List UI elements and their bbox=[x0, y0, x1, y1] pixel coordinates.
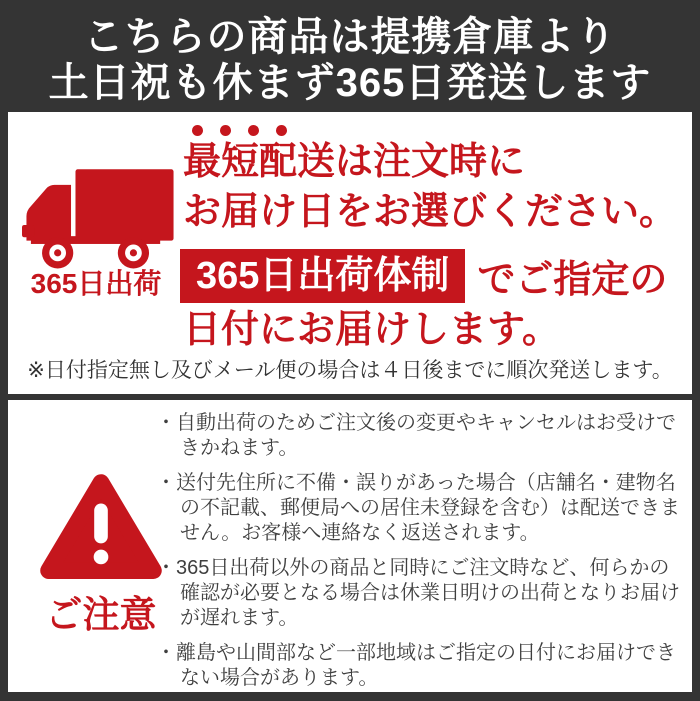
caution-bullet bbox=[156, 471, 688, 546]
shipping-badge: 365日出荷体制 bbox=[180, 249, 465, 303]
caution-bullet bbox=[156, 641, 688, 691]
emphasis-dots bbox=[192, 125, 287, 136]
emphasis-dot bbox=[220, 125, 231, 136]
warning-triangle-icon bbox=[38, 470, 164, 582]
headline-line4: 日付にお届けします。 bbox=[183, 309, 560, 351]
bullet-marker: ・ bbox=[156, 472, 176, 494]
caution-panel bbox=[8, 400, 692, 692]
caution-bullet bbox=[156, 556, 688, 631]
bullet-marker: ・ bbox=[156, 412, 176, 434]
delivery-truck-icon bbox=[22, 167, 178, 267]
after-badge-text: でご指定の bbox=[477, 259, 668, 301]
badge-row bbox=[180, 248, 667, 303]
shipping-note: ※日付指定無し及びメール便の場合は４日後までに順次発送します。 bbox=[27, 359, 673, 382]
emphasis-dot bbox=[276, 125, 287, 136]
bullet-text: 離島や山間部など一部地域はご指定の日付にお届けできない場合があります。 bbox=[176, 642, 676, 689]
caution-bullet bbox=[156, 411, 688, 461]
emphasis-dot bbox=[192, 125, 203, 136]
caution-label: ご注意 bbox=[45, 594, 157, 635]
top-banner bbox=[0, 0, 700, 112]
headline-line1: 最短配送は注文時に bbox=[183, 141, 526, 183]
bullet-text: 365日出荷以外の商品と同時にご注文時など、何らかの確認が必要となる場合は休業日明けの出荷となりお届けが遅れます。 bbox=[176, 557, 680, 629]
bullet-marker: ・ bbox=[156, 557, 176, 579]
banner-line2: 土日祝も休まず365日発送します bbox=[48, 61, 652, 105]
banner-line1: こちらの商品は提携倉庫より bbox=[83, 15, 617, 59]
headline-line2: お届け日をお選びください。 bbox=[183, 191, 678, 233]
bullet-text: 自動出荷のためご注文後の変更やキャンセルはお受けできかねます。 bbox=[176, 412, 676, 459]
bullet-marker: ・ bbox=[156, 642, 176, 664]
truck-label: 365日出荷 bbox=[30, 268, 162, 299]
caution-bullet-list bbox=[156, 411, 688, 701]
bullet-text: 送付先住所に不備・誤りがあった場合（店舗名・建物名の不記載、郵便局への居住未登録を含む）は配送できません。お客様へ連絡なく返送されます。 bbox=[176, 472, 680, 544]
emphasis-dot bbox=[248, 125, 259, 136]
shipping-panel bbox=[8, 112, 692, 394]
